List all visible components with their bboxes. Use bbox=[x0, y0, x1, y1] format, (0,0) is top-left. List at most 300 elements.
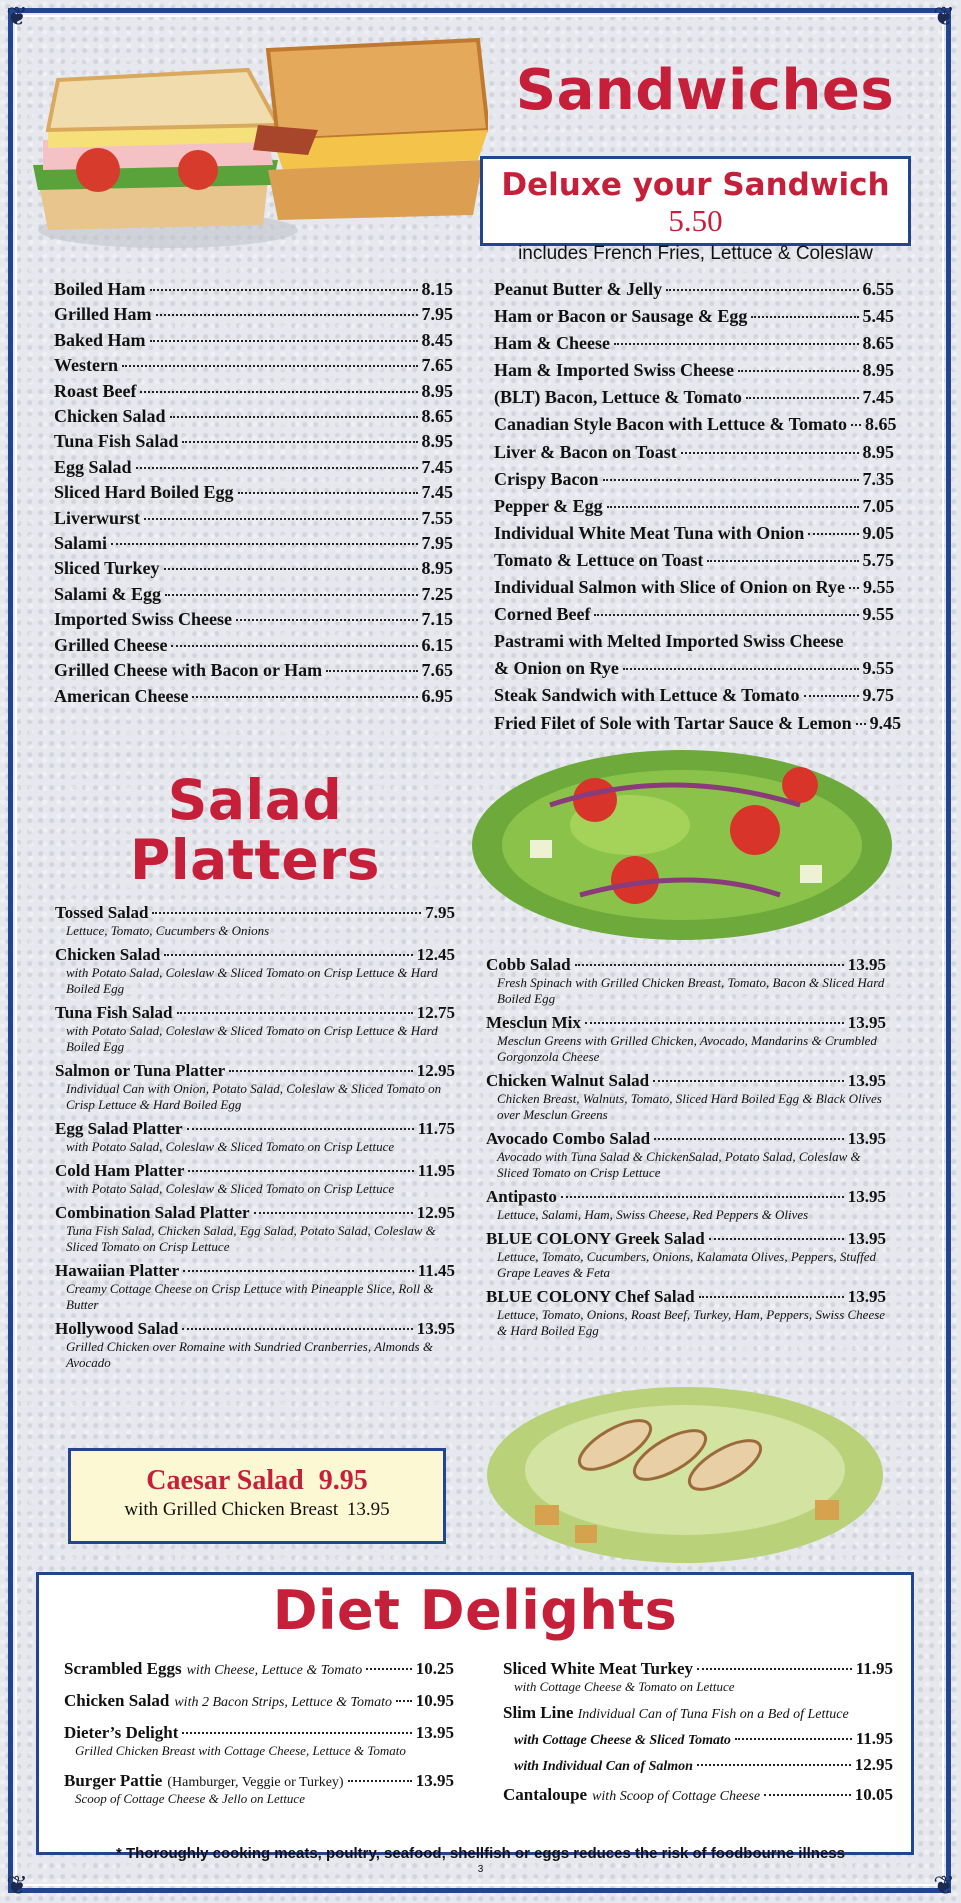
list-item bbox=[54, 353, 453, 378]
item-price: 10.05 bbox=[854, 1785, 893, 1804]
item-name: Tuna Fish Salad bbox=[55, 1003, 173, 1022]
dot-leader bbox=[594, 614, 858, 616]
item-row bbox=[494, 411, 897, 438]
list-item bbox=[486, 1229, 886, 1281]
item-price: 11.75 bbox=[417, 1119, 455, 1138]
item-name: Ham & Cheese bbox=[494, 333, 610, 354]
item-row bbox=[486, 1287, 886, 1307]
item-price: 5.75 bbox=[862, 549, 894, 570]
item-price: 13.95 bbox=[847, 1229, 886, 1248]
item-desc: Lettuce, Tomato, Cucumbers, Onions, Kalamata Olives, Peppers, Stuffed Grape Leaves & Feta bbox=[497, 1249, 877, 1280]
item-name: Roast Beef bbox=[54, 380, 137, 401]
dot-leader bbox=[751, 316, 858, 318]
item-name: Crispy Bacon bbox=[494, 468, 599, 489]
item-desc: Individual Can with Onion, Potato Salad, Coleslaw & Sliced Tomato on Crisp Lettuce & Hard Boiled Egg bbox=[66, 1081, 442, 1112]
list-item bbox=[494, 466, 894, 493]
option-label: with Cottage Cheese & Sliced Tomato bbox=[514, 1733, 731, 1748]
item-price: 7.35 bbox=[862, 468, 894, 489]
item-price: 13.95 bbox=[847, 955, 886, 974]
dot-leader bbox=[603, 479, 859, 481]
item-name: Salmon or Tuna Platter bbox=[55, 1061, 226, 1080]
item-price: 8.45 bbox=[421, 329, 453, 350]
sandwich-list-right bbox=[494, 276, 902, 737]
list-item bbox=[503, 1785, 893, 1805]
list-item bbox=[54, 531, 453, 556]
item-name: Boiled Ham bbox=[54, 279, 146, 299]
item-desc: with Potato Salad, Coleslaw & Sliced Tomato on Crisp Lettuce & Hard Boiled Egg bbox=[66, 1023, 438, 1054]
list-item bbox=[55, 1261, 455, 1313]
item-name: Ham or Bacon or Sausage & Egg bbox=[494, 306, 748, 327]
item-row bbox=[54, 684, 453, 709]
dot-leader bbox=[144, 518, 418, 520]
item-row bbox=[55, 1319, 455, 1339]
list-item bbox=[494, 628, 894, 655]
list-item bbox=[486, 955, 886, 1007]
item-name: Canadian Style Bacon with Lettuce & Tomato bbox=[494, 414, 848, 435]
item-row bbox=[55, 903, 455, 923]
item-desc: with Cottage Cheese & Tomato on Lettuce bbox=[514, 1679, 735, 1694]
item-desc: with Potato Salad, Coleslaw & Sliced Tomato on Crisp Lettuce & Hard Boiled Egg bbox=[66, 965, 438, 996]
item-price: 6.15 bbox=[421, 634, 453, 655]
item-name: Avocado Combo Salad bbox=[486, 1129, 651, 1148]
dot-leader bbox=[697, 1764, 851, 1766]
item-name: Western bbox=[54, 355, 118, 376]
dot-leader bbox=[849, 587, 859, 589]
item-row bbox=[54, 302, 453, 327]
deluxe-label: Deluxe your Sandwich bbox=[501, 167, 890, 203]
dot-leader bbox=[182, 1328, 412, 1330]
list-item bbox=[494, 574, 894, 601]
item-name: Mesclun Mix bbox=[486, 1013, 581, 1032]
item-name: & Onion on Rye bbox=[494, 658, 619, 679]
dot-leader bbox=[654, 1138, 844, 1140]
item-name: Fried Filet of Sole with Tartar Sauce & Lemon bbox=[494, 712, 852, 733]
dot-leader bbox=[188, 1170, 413, 1172]
item-row bbox=[64, 1771, 454, 1791]
item-price: 12.95 bbox=[416, 1061, 455, 1080]
caesar-sub-label: with Grilled Chicken Breast bbox=[124, 1499, 339, 1520]
corner-ornament-icon: ❦ bbox=[933, 1871, 955, 1901]
list-item bbox=[54, 480, 453, 505]
list-item bbox=[494, 547, 894, 574]
list-item bbox=[494, 710, 902, 737]
item-price: 13.95 bbox=[847, 1013, 886, 1032]
item-price: 9.55 bbox=[862, 604, 894, 625]
dot-leader bbox=[182, 1732, 411, 1734]
list-item bbox=[494, 439, 894, 466]
item-price: 7.95 bbox=[421, 533, 453, 554]
item-name: Cobb Salad bbox=[486, 955, 571, 974]
salad-platters-title bbox=[120, 770, 390, 890]
item-row bbox=[54, 480, 453, 505]
dot-leader bbox=[192, 696, 417, 698]
dot-leader bbox=[738, 370, 859, 372]
dot-leader bbox=[681, 452, 859, 454]
caesar-label: Caesar Salad bbox=[146, 1465, 304, 1496]
item-row bbox=[494, 520, 894, 547]
item-name: Scrambled Eggs bbox=[64, 1659, 182, 1678]
salad-list-right bbox=[486, 955, 886, 1345]
dot-leader bbox=[699, 1296, 844, 1298]
list-item bbox=[494, 655, 894, 682]
list-item bbox=[494, 411, 897, 438]
item-desc: Tuna Fish Salad, Chicken Salad, Egg Salad, Potato Salad, Coleslaw & Sliced Tomato on Crisp Lettuce bbox=[66, 1223, 436, 1254]
deluxe-box bbox=[480, 156, 911, 264]
item-row bbox=[54, 633, 453, 658]
deluxe-note: includes French Fries, Lettuce & Coleslaw bbox=[518, 243, 873, 264]
item-row bbox=[54, 582, 453, 607]
list-item bbox=[55, 1119, 455, 1155]
item-row bbox=[54, 556, 453, 581]
item-name: Grilled Cheese bbox=[54, 634, 168, 655]
list-item bbox=[494, 601, 894, 628]
item-price: 6.95 bbox=[421, 685, 453, 706]
item-row bbox=[55, 1061, 455, 1081]
item-row bbox=[494, 547, 894, 574]
item-name: Antipasto bbox=[486, 1187, 557, 1206]
dot-leader bbox=[366, 1668, 412, 1670]
dot-leader bbox=[348, 1780, 412, 1782]
dot-leader bbox=[229, 1070, 413, 1072]
list-item bbox=[494, 276, 894, 303]
item-name: Peanut Butter & Jelly bbox=[494, 279, 663, 299]
list-item bbox=[54, 506, 453, 531]
list-item bbox=[54, 556, 453, 581]
list-item bbox=[54, 429, 453, 454]
dot-leader bbox=[111, 543, 417, 545]
item-name: Grilled Cheese with Bacon or Ham bbox=[54, 660, 323, 681]
caesar-salad-photo bbox=[485, 1385, 885, 1565]
dot-leader bbox=[164, 954, 412, 956]
option-price: 11.95 bbox=[855, 1729, 893, 1748]
item-name: Individual Salmon with Slice of Onion on Rye bbox=[494, 577, 845, 598]
dot-leader bbox=[666, 289, 858, 291]
item-price: 8.65 bbox=[865, 414, 897, 435]
dot-leader bbox=[183, 1270, 414, 1272]
item-row bbox=[54, 607, 453, 632]
item-desc: with Potato Salad, Coleslaw & Sliced Tomato on Crisp Lettuce bbox=[66, 1181, 395, 1196]
dot-leader bbox=[150, 289, 418, 291]
item-price: 7.15 bbox=[421, 609, 453, 630]
item-name: Sliced Turkey bbox=[54, 558, 160, 579]
item-inline: Individual Can of Tuna Fish on a Bed of Lettuce bbox=[577, 1707, 849, 1722]
item-name: Chicken Salad bbox=[54, 406, 166, 427]
list-item bbox=[55, 1203, 455, 1255]
list-item bbox=[486, 1071, 886, 1123]
dot-leader bbox=[171, 645, 417, 647]
item-row bbox=[494, 384, 894, 411]
item-row bbox=[494, 710, 902, 737]
list-item bbox=[54, 455, 453, 480]
dot-leader bbox=[575, 964, 844, 966]
sandwich-photo bbox=[18, 30, 488, 260]
item-price: 6.55 bbox=[862, 279, 894, 299]
caesar-sub bbox=[71, 1499, 443, 1521]
dot-leader bbox=[165, 594, 417, 596]
dot-leader bbox=[585, 1022, 844, 1024]
item-name: Individual White Meat Tuna with Onion bbox=[494, 522, 805, 543]
item-row bbox=[494, 628, 894, 655]
list-item bbox=[503, 1659, 893, 1695]
item-desc: Lettuce, Salami, Ham, Swiss Cheese, Red Peppers & Olives bbox=[497, 1207, 809, 1222]
item-name: BLUE COLONY Chef Salad bbox=[486, 1287, 695, 1306]
dot-leader bbox=[326, 670, 417, 672]
item-row bbox=[494, 493, 894, 520]
item-name: Egg Salad bbox=[54, 456, 132, 477]
disclaimer: * Thoroughly cooking meats, poultry, seafood, shellfish or eggs reduces the risk of foodbourne illness bbox=[115, 1845, 845, 1862]
item-price: 13.95 bbox=[415, 1723, 454, 1742]
dot-leader bbox=[170, 416, 418, 418]
item-row bbox=[64, 1659, 454, 1679]
item-row bbox=[54, 353, 453, 378]
item-inline: with 2 Bacon Strips, Lettuce & Tomato bbox=[174, 1695, 392, 1710]
item-name: Pepper & Egg bbox=[494, 495, 603, 516]
item-name: Chicken Salad bbox=[64, 1691, 170, 1710]
item-name: Tomato & Lettuce on Toast bbox=[494, 549, 704, 570]
list-item bbox=[64, 1771, 454, 1807]
item-name: Liver & Bacon on Toast bbox=[494, 441, 677, 462]
dot-leader bbox=[746, 397, 859, 399]
list-item bbox=[55, 1161, 455, 1197]
dot-leader bbox=[140, 391, 417, 393]
item-name: Burger Pattie bbox=[64, 1771, 163, 1790]
list-item bbox=[54, 582, 453, 607]
item-name: Sliced Hard Boiled Egg bbox=[54, 482, 234, 503]
dot-leader bbox=[396, 1700, 412, 1702]
item-name: Chicken Walnut Salad bbox=[486, 1071, 650, 1090]
item-name: Liverwurst bbox=[54, 507, 140, 528]
list-item bbox=[54, 684, 453, 709]
item-name: Hawaiian Platter bbox=[55, 1261, 180, 1280]
item-price: 7.25 bbox=[421, 583, 453, 604]
corner-ornament-icon: ❦ bbox=[6, 2, 28, 32]
item-row bbox=[486, 1129, 886, 1149]
dot-leader bbox=[709, 1238, 844, 1240]
item-row bbox=[54, 531, 453, 556]
item-price: 8.95 bbox=[421, 558, 453, 579]
item-name: Imported Swiss Cheese bbox=[54, 609, 232, 630]
item-price: 7.65 bbox=[421, 660, 453, 681]
dot-leader bbox=[236, 619, 418, 621]
item-price: 7.65 bbox=[421, 355, 453, 376]
item-name: Baked Ham bbox=[54, 329, 146, 350]
item-price: 9.55 bbox=[862, 658, 894, 679]
item-price: 5.45 bbox=[862, 306, 894, 327]
option-label: with Individual Can of Salmon bbox=[514, 1759, 693, 1774]
list-item bbox=[494, 384, 894, 411]
caesar-box bbox=[68, 1448, 446, 1544]
caesar-heading bbox=[71, 1465, 443, 1497]
list-item bbox=[64, 1723, 454, 1759]
item-price: 7.95 bbox=[425, 903, 455, 922]
corner-ornament-icon: ❦ bbox=[6, 1871, 28, 1901]
dot-leader bbox=[122, 365, 418, 367]
item-row bbox=[54, 277, 453, 302]
item-row bbox=[494, 439, 894, 466]
item-row bbox=[55, 1161, 455, 1181]
item-row bbox=[494, 466, 894, 493]
dot-leader bbox=[156, 314, 418, 316]
item-row bbox=[494, 357, 894, 384]
list-item bbox=[494, 520, 894, 547]
item-desc: Lettuce, Tomato, Cucumbers & Onions bbox=[66, 923, 270, 938]
list-item bbox=[54, 633, 453, 658]
item-name: Chicken Salad bbox=[55, 945, 161, 964]
item-desc: Mesclun Greens with Grilled Chicken, Avocado, Mandarins & Crumbled Gorgonzola Cheese bbox=[497, 1033, 877, 1064]
dot-leader bbox=[623, 668, 859, 670]
item-desc: Avocado with Tuna Salad & ChickenSalad, Potato Salad, Coleslaw & Sliced Tomato on Crisp Lettuce bbox=[497, 1149, 861, 1180]
list-item bbox=[55, 1319, 455, 1371]
item-row bbox=[486, 1013, 886, 1033]
item-price: 8.65 bbox=[862, 333, 894, 354]
diet-list-right bbox=[503, 1659, 893, 1811]
item-price: 8.95 bbox=[421, 380, 453, 401]
dot-leader bbox=[735, 1738, 852, 1740]
item-price: 10.25 bbox=[415, 1659, 454, 1678]
item-name: American Cheese bbox=[54, 685, 189, 706]
item-price: 7.95 bbox=[421, 304, 453, 325]
item-price: 10.95 bbox=[415, 1691, 454, 1710]
item-desc: Lettuce, Tomato, Onions, Roast Beef, Turkey, Ham, Peppers, Swiss Cheese & Hard Boiled Egg bbox=[497, 1307, 886, 1338]
slim-line-option bbox=[514, 1755, 893, 1775]
item-price: 11.45 bbox=[417, 1261, 455, 1280]
item-row bbox=[55, 1119, 455, 1139]
item-price: 8.95 bbox=[862, 360, 894, 381]
item-price: 8.15 bbox=[421, 279, 453, 299]
dot-leader bbox=[177, 1012, 413, 1014]
item-price: 13.95 bbox=[847, 1287, 886, 1306]
dot-leader bbox=[238, 492, 418, 494]
item-name: BLUE COLONY Greek Salad bbox=[486, 1229, 705, 1248]
dot-leader bbox=[182, 441, 417, 443]
item-name: Pastrami with Melted Imported Swiss Cheese bbox=[494, 631, 844, 652]
item-row bbox=[55, 1003, 455, 1023]
item-row bbox=[54, 379, 453, 404]
list-item bbox=[54, 302, 453, 327]
item-price: 13.95 bbox=[416, 1319, 455, 1338]
item-desc: with Potato Salad, Coleslaw & Sliced Tomato on Crisp Lettuce bbox=[66, 1139, 395, 1154]
salad-title-line2: Platters bbox=[129, 828, 381, 892]
item-name: Sliced White Meat Turkey bbox=[503, 1659, 693, 1678]
slim-line-option bbox=[514, 1729, 893, 1749]
item-desc: Fresh Spinach with Grilled Chicken Breast, Tomato, Bacon & Sliced Hard Boiled Egg bbox=[497, 975, 885, 1006]
dot-leader bbox=[152, 912, 421, 914]
item-row bbox=[54, 328, 453, 353]
dot-leader bbox=[561, 1196, 844, 1198]
item-desc: Grilled Chicken Breast with Cottage Cheese, Lettuce & Tomato bbox=[75, 1743, 406, 1758]
dot-leader bbox=[856, 723, 866, 725]
diet-list-left bbox=[64, 1659, 454, 1819]
list-item bbox=[494, 493, 894, 520]
item-row bbox=[64, 1691, 454, 1711]
item-name: Ham & Imported Swiss Cheese bbox=[494, 360, 734, 381]
item-price: 9.55 bbox=[862, 577, 895, 598]
list-item bbox=[494, 682, 894, 709]
dot-leader bbox=[164, 568, 418, 570]
list-item bbox=[64, 1691, 454, 1711]
item-name: Dieter’s Delight bbox=[64, 1723, 179, 1742]
item-row bbox=[494, 276, 894, 303]
item-name: Slim Line bbox=[503, 1703, 574, 1722]
item-inline: with Cheese, Lettuce & Tomato bbox=[186, 1663, 363, 1678]
list-item bbox=[54, 404, 453, 429]
dot-leader bbox=[614, 343, 859, 345]
list-item bbox=[486, 1187, 886, 1223]
item-price: 7.45 bbox=[862, 387, 894, 408]
list-item bbox=[54, 379, 453, 404]
salad-title-line1: Salad bbox=[167, 768, 343, 832]
item-price: 13.95 bbox=[847, 1129, 886, 1148]
item-row bbox=[494, 574, 894, 601]
item-desc: Creamy Cottage Cheese on Crisp Lettuce with Pineapple Slice, Roll & Butter bbox=[66, 1281, 434, 1312]
item-price: 11.95 bbox=[417, 1161, 455, 1180]
deluxe-heading bbox=[483, 167, 908, 239]
item-price: 8.95 bbox=[421, 431, 453, 452]
item-price: 12.45 bbox=[416, 945, 455, 964]
list-item bbox=[486, 1013, 886, 1065]
item-name: Combination Salad Platter bbox=[55, 1203, 250, 1222]
item-price: 9.75 bbox=[862, 685, 894, 706]
list-item bbox=[494, 357, 894, 384]
item-name: Cold Ham Platter bbox=[55, 1161, 185, 1180]
item-row bbox=[54, 658, 453, 683]
item-name: Salami & Egg bbox=[54, 583, 162, 604]
option-price: 12.95 bbox=[854, 1755, 893, 1774]
item-desc: Scoop of Cottage Cheese & Jello on Lettuce bbox=[75, 1791, 305, 1806]
list-item bbox=[54, 607, 453, 632]
item-price: 7.05 bbox=[862, 495, 894, 516]
item-name: Cantaloupe bbox=[503, 1785, 588, 1804]
sandwich-list-left bbox=[54, 277, 453, 709]
sandwiches-title: Sandwiches bbox=[515, 58, 895, 123]
item-price: 12.95 bbox=[416, 1203, 455, 1222]
item-name: Tossed Salad bbox=[55, 903, 149, 922]
slim-line-options bbox=[514, 1729, 893, 1775]
item-price: 7.55 bbox=[421, 507, 453, 528]
dot-leader bbox=[804, 695, 859, 697]
item-name: Tuna Fish Salad bbox=[54, 431, 179, 452]
corner-ornament-icon: ❦ bbox=[933, 2, 955, 32]
item-row bbox=[486, 1071, 886, 1091]
item-name: Corned Beef bbox=[494, 604, 591, 625]
dot-leader bbox=[851, 424, 861, 426]
list-item bbox=[55, 1003, 455, 1055]
list-item bbox=[55, 903, 455, 939]
item-name: Steak Sandwich with Lettuce & Tomato bbox=[494, 685, 800, 706]
dot-leader bbox=[653, 1080, 844, 1082]
list-item bbox=[494, 330, 894, 357]
item-row bbox=[486, 1229, 886, 1249]
item-row bbox=[486, 955, 886, 975]
item-row bbox=[55, 1261, 455, 1281]
item-row bbox=[64, 1723, 454, 1743]
dot-leader bbox=[707, 560, 858, 562]
item-price: 11.95 bbox=[855, 1659, 893, 1678]
item-price: 13.95 bbox=[847, 1071, 886, 1090]
list-item bbox=[54, 658, 453, 683]
salad-list-left bbox=[55, 903, 455, 1377]
item-row bbox=[55, 1203, 455, 1223]
list-item bbox=[54, 277, 453, 302]
item-price: 7.45 bbox=[421, 456, 453, 477]
item-desc: Grilled Chicken over Romaine with Sundried Cranberries, Almonds & Avocado bbox=[66, 1339, 433, 1370]
list-item bbox=[503, 1703, 893, 1775]
item-inline: (Hamburger, Veggie or Turkey) bbox=[167, 1775, 344, 1790]
item-row bbox=[54, 506, 453, 531]
deluxe-price: 5.50 bbox=[668, 203, 723, 238]
item-inline: with Scoop of Cottage Cheese bbox=[592, 1789, 761, 1804]
item-row bbox=[55, 945, 455, 965]
